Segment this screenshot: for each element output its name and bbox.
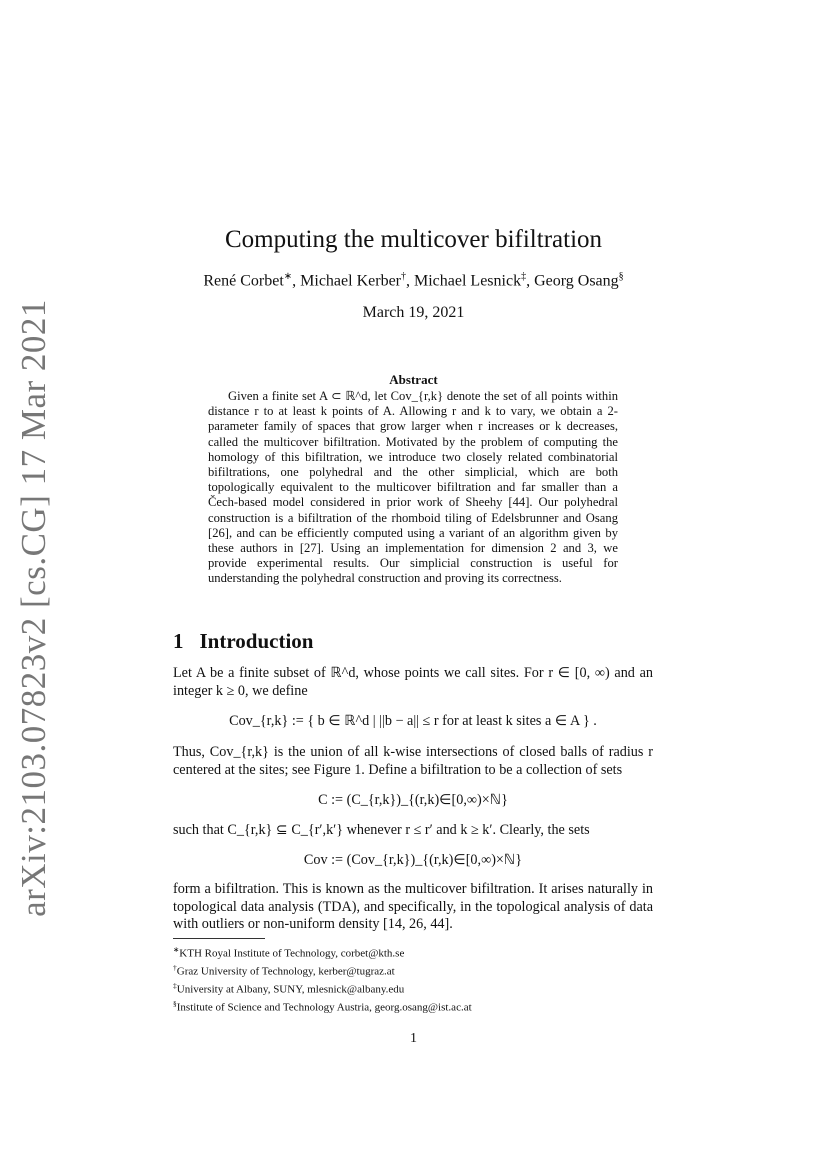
- footnote-mark: ‡: [173, 981, 177, 991]
- author-list: René Corbet∗, Michael Kerber†, Michael Lesnick‡, Georg Osang§: [203, 271, 624, 290]
- footnotes: [173, 943, 653, 1015]
- author-mark: §: [618, 271, 624, 282]
- footnote: [173, 979, 653, 997]
- paper-title: Computing the multicover bifiltration: [224, 226, 603, 253]
- abstract-text: Given a finite set A ⊂ ℝ^d, let Cov_{r,k} denote the set of all points within distance r to at least k points of A. Allowing r and k to vary, we obtain a 2-parameter family of spaces that grow larger when r increases or k decreases, called the multicover bifiltration. Motivated by the problem of computing the homology of this bifiltration, we introduce two closely related combinatorial bifiltrations, one polyhedral and the other simplicial, which are both topologically equivalent to the multicover bifiltration and far smaller than a Čech-based model considered in prior work of Sheehy [44]. Our polyhedral construction is a bifiltration of the rhomboid tiling of Edelsbrunner and Osang [26], and can be efficiently computed using a variant of an algorithm given by these authors in [27]. Using an implementation for dimension 2 and 3, we provide experimental results. Our simplicial construction is useful for understanding the polyhedral construction and proving its correctness.: [208, 389, 618, 586]
- body-paragraph: such that C_{r,k} ⊆ C_{r′,k′} whenever r ≤ r′ and k ≥ k′. Clearly, the sets: [173, 822, 590, 838]
- author-mark: ‡: [521, 271, 527, 282]
- abstract-heading: Abstract: [389, 372, 438, 387]
- footnote: [173, 943, 653, 961]
- footnote-rule: [173, 938, 265, 939]
- author-mark: †: [401, 271, 406, 282]
- footnote: [173, 997, 653, 1015]
- footnote-mark: †: [173, 963, 177, 973]
- author-name: Georg Osang: [534, 272, 619, 290]
- section-heading: [173, 629, 313, 654]
- arxiv-sidebar-stamp: [4, 298, 64, 917]
- author-name: Michael Lesnick: [414, 272, 522, 290]
- author-mark: ∗: [283, 271, 293, 282]
- footnote-text: Institute of Science and Technology Austria, georg.osang@ist.ac.at: [176, 1001, 472, 1014]
- arxiv-id: arXiv:2103.07823v2 [cs.CG] 17 Mar 2021: [14, 298, 53, 917]
- footnote-mark: §: [173, 999, 177, 1009]
- publication-date: March 19, 2021: [362, 304, 465, 321]
- body-paragraph: form a bifiltration. This is known as the multicover bifiltration. It arises naturally in topological data analysis (TDA), and specifically, in the topological analysis of data with outliers or non-uniform density [14, 26, 44].: [173, 881, 653, 932]
- author-name: Michael Kerber: [300, 272, 401, 290]
- section-title: Introduction: [199, 629, 314, 653]
- equation-bifiltration: C := (C_{r,k})_{(r,k)∈[0,∞)×ℕ}: [318, 792, 508, 808]
- footnote-text: Graz University of Technology, kerber@tugraz.at: [176, 965, 395, 978]
- body-paragraph: Thus, Cov_{r,k} is the union of all k-wise intersections of closed balls of radius r centered at the sites; see Figure 1. Define a bifiltration to be a collection of sets: [173, 744, 653, 778]
- footnote-text: University at Albany, SUNY, mlesnick@albany.edu: [176, 983, 405, 996]
- equation-cov: Cov_{r,k} := { b ∈ ℝ^d | ||b − a|| ≤ r for at least k sites a ∈ A } .: [229, 713, 597, 729]
- body-paragraph: Let A be a finite subset of ℝ^d, whose points we call sites. For r ∈ [0, ∞) and an integer k ≥ 0, we define: [173, 665, 653, 699]
- page-number: 1: [410, 1031, 417, 1046]
- equation-multicover: Cov := (Cov_{r,k})_{(r,k)∈[0,∞)×ℕ}: [303, 852, 523, 868]
- author-name: René Corbet: [203, 272, 284, 290]
- footnote-mark: ∗: [173, 945, 180, 954]
- footnote-text: KTH Royal Institute of Technology, corbet@kth.se: [179, 947, 405, 960]
- section-number: 1: [173, 629, 184, 653]
- footnote: [173, 961, 653, 979]
